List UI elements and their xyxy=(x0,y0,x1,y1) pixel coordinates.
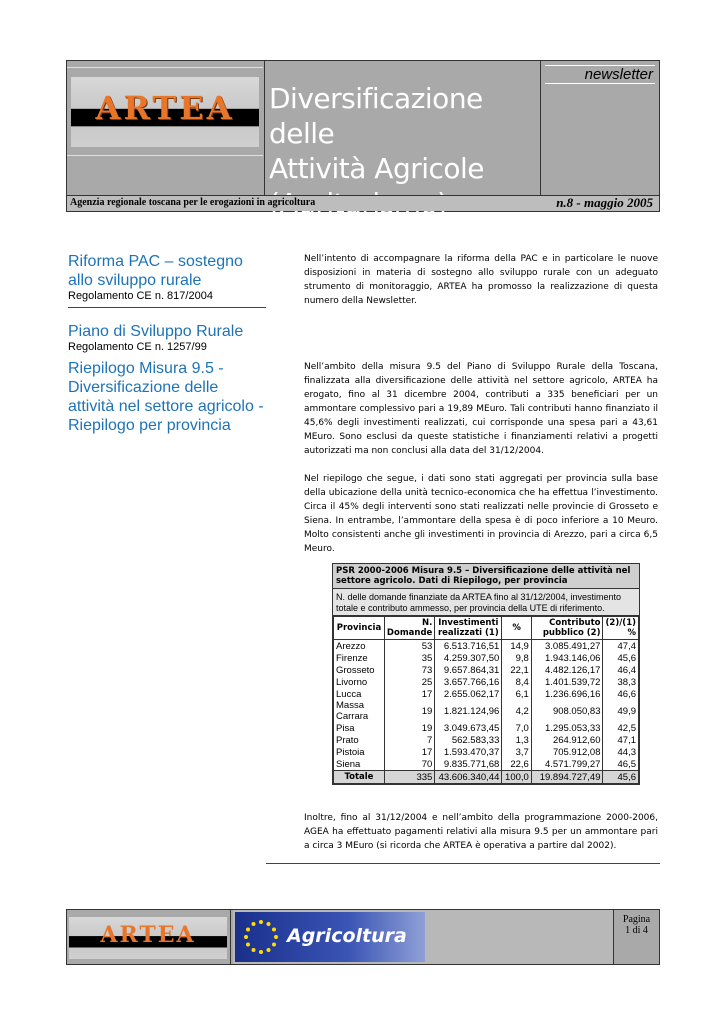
paragraph-intro: Nell’intento di accompagnare la riforma della PAC e in particolare le nuove disposizioni in materia di sostegno allo sviluppo rurale con un adeguato strumento di monitoraggio, ARTEA ha promosso la realizzazione di questa numero della Newsletter. xyxy=(304,254,658,306)
table-row xyxy=(334,758,639,771)
summary-table xyxy=(333,616,639,784)
cell-value: 7,0 xyxy=(502,722,531,734)
title-line-2: Attività Agricole xyxy=(269,152,485,185)
cell-value: 17 xyxy=(384,746,434,758)
agency-name: Agenzia regionale toscana per le erogazioni in agricoltura xyxy=(70,197,316,208)
cell-value: 19 xyxy=(384,700,434,722)
cell-value: 44,3 xyxy=(603,746,639,758)
section-subheading: Regolamento CE n. 817/2004 xyxy=(68,290,213,302)
table-row xyxy=(334,700,639,722)
footer-logo-text: ARTEA xyxy=(100,922,196,948)
cell-value: 908.050,83 xyxy=(531,700,603,722)
cell-value: 70 xyxy=(384,758,434,771)
table-description: N. delle domande finanziate da ARTEA fino al 31/12/2004, investimento totale e contributo ammesso, per provincia della UTE di riferimento. xyxy=(333,589,639,616)
logo-rule-top xyxy=(67,67,263,68)
paragraph-agea: Inoltre, fino al 31/12/2004 e nell’ambito della programmazione 2000-2006, AGEA ha effettuato pagamenti relativi alla misura 9.5 per un ammontare pari a circa 3 MEuro (si ricorda che ARTEA è operativa a partire dal 2002). xyxy=(304,813,658,851)
header-provincia: Provincia xyxy=(334,617,385,640)
content-divider xyxy=(266,863,660,864)
cell-value: 1.943.146,06 xyxy=(531,652,603,664)
header-title-cell xyxy=(265,61,541,195)
table-title: PSR 2000-2006 Misura 9.5 – Diversificazione delle attività nel settore agricolo. Dati di Riepilogo, per provincia xyxy=(333,564,639,589)
cell-value: 3,7 xyxy=(502,746,531,758)
cell-value: 6.513.716,51 xyxy=(435,640,502,653)
agricoltura-banner xyxy=(235,912,425,962)
cell-value: 4.482.126,17 xyxy=(531,664,603,676)
header-domande: N. Domande xyxy=(384,617,434,640)
cell-value: 35 xyxy=(384,652,434,664)
section-heading: Riepilogo Misura 9.5 - Diversificazione delle attività nel settore agricolo - Riepilogo per provincia xyxy=(68,360,264,434)
section-heading: Riforma PAC – sostegno allo sviluppo rurale xyxy=(68,253,243,289)
cell-provincia: Firenze xyxy=(334,652,385,664)
cell-value: 9.835.771,68 xyxy=(435,758,502,771)
cell-provincia: Siena xyxy=(334,758,385,771)
cell-value: 9,8 xyxy=(502,652,531,664)
section-divider xyxy=(68,307,266,308)
logo-rule-bottom xyxy=(67,155,263,156)
footer-banner-cell xyxy=(233,910,613,964)
cell-value: 4,2 xyxy=(502,700,531,722)
header-investimenti: Investimenti realizzati (1) xyxy=(435,617,502,640)
table-row xyxy=(334,664,639,676)
cell-provincia: Lucca xyxy=(334,688,385,700)
footer-artea-logo xyxy=(69,917,227,959)
cell-value: 22,6 xyxy=(502,758,531,771)
table-row xyxy=(334,640,639,653)
cell-value: 562.583,33 xyxy=(435,734,502,746)
page-label: Pagina xyxy=(622,914,651,925)
cell-value: 4.259.307,50 xyxy=(435,652,502,664)
cell-provincia: Grosseto xyxy=(334,664,385,676)
table-row xyxy=(334,734,639,746)
cell-total-value: 45,6 xyxy=(603,771,639,784)
artea-logo xyxy=(71,77,259,147)
footer-logo-cell xyxy=(67,910,231,964)
cell-value: 25 xyxy=(384,676,434,688)
header-ratio: (2)/(1) % xyxy=(603,617,639,640)
artea-logo-text: ARTEA xyxy=(95,89,235,127)
cell-value: 49,9 xyxy=(603,700,639,722)
table-total-row xyxy=(334,771,639,784)
header-bottom-row xyxy=(67,195,659,211)
cell-value: 264.912,60 xyxy=(531,734,603,746)
cell-value: 705.912,08 xyxy=(531,746,603,758)
cell-value: 1,3 xyxy=(502,734,531,746)
page-number: 1 di 4 xyxy=(625,925,648,936)
issue-number: n.8 - maggio 2005 xyxy=(556,195,653,210)
cell-value: 1.401.539,72 xyxy=(531,676,603,688)
cell-value: 53 xyxy=(384,640,434,653)
cell-value: 47,4 xyxy=(603,640,639,653)
table-header-row xyxy=(334,617,639,640)
section-psr xyxy=(68,322,268,354)
header-percent: % xyxy=(502,617,531,640)
main-text xyxy=(304,252,658,556)
cell-provincia: Livorno xyxy=(334,676,385,688)
cell-value: 22,1 xyxy=(502,664,531,676)
cell-value: 4.571.799,27 xyxy=(531,758,603,771)
cell-value: 1.236.696,16 xyxy=(531,688,603,700)
paragraph-riepilogo: Nel riepilogo che segue, i dati sono stati aggregati per provincia sulla base della ubicazione della unità tecnico-economica che ha effettua l’investimento. Circa il 45% degli interventi sono stati realizzati nelle provincie di Grosseto e Siena. In entrambe, l’ammontare della spesa è di poco inferiore a 10 Meuro. Molto consistenti anche gli investimenti in provincia di Arezzo, pari a circa 6,5 Meuro. xyxy=(304,474,658,554)
cell-value: 14,9 xyxy=(502,640,531,653)
newsletter-label: newsletter xyxy=(584,66,653,83)
page-indicator xyxy=(613,910,659,964)
cell-value: 3.657.766,16 xyxy=(435,676,502,688)
section-riforma-pac xyxy=(68,252,268,308)
cell-total-value: 43.606.340,44 xyxy=(435,771,502,784)
header-contributo: Contributo pubblico (2) xyxy=(531,617,603,640)
cell-value: 8,4 xyxy=(502,676,531,688)
cell-value: 17 xyxy=(384,688,434,700)
cell-value: 6,1 xyxy=(502,688,531,700)
newsletter-header xyxy=(66,60,660,212)
cell-total-value: 100,0 xyxy=(502,771,531,784)
cell-value: 46,4 xyxy=(603,664,639,676)
eu-stars-icon xyxy=(241,917,281,957)
table-row xyxy=(334,676,639,688)
cell-value: 7 xyxy=(384,734,434,746)
cell-value: 3.049.673,45 xyxy=(435,722,502,734)
cell-value: 1.295.053,33 xyxy=(531,722,603,734)
cell-value: 45,6 xyxy=(603,652,639,664)
cell-provincia: Pisa xyxy=(334,722,385,734)
paragraph-misura: Nell’ambito della misura 9.5 del Piano di Sviluppo Rurale della Toscana, finalizzata alla diversificazione delle attività nel settore agricolo, ARTEA ha erogato, fino al 31 dicembre 2004, contributi a 335 beneficiari per un ammontare complessivo pari a 19,89 MEuro. Tali contributi hanno finanziato il 45,6% degli investimenti realizzati, cui corrisponde una spesa pari a 43,61 MEuro. Sono esclusi da queste statistiche i finanziamenti relativi a progetti autorizzati ma non conclusi alla data del 31/12/2004. xyxy=(304,362,658,456)
cell-value: 73 xyxy=(384,664,434,676)
cell-value: 1.593.470,37 xyxy=(435,746,502,758)
cell-value: 47,1 xyxy=(603,734,639,746)
table-row xyxy=(334,722,639,734)
banner-text: Agricoltura xyxy=(287,925,407,947)
summary-table-box xyxy=(332,563,640,785)
cell-value: 9.657.864,31 xyxy=(435,664,502,676)
cell-value: 38,3 xyxy=(603,676,639,688)
cell-total-value: 19.894.727,49 xyxy=(531,771,603,784)
section-heading: Piano di Sviluppo Rurale xyxy=(68,323,244,340)
cell-value: 2.655.062,17 xyxy=(435,688,502,700)
cell-total-value: 335 xyxy=(384,771,434,784)
cell-value: 1.821.124,96 xyxy=(435,700,502,722)
cell-value: 46,6 xyxy=(603,688,639,700)
page-footer xyxy=(66,909,660,965)
cell-value: 3.085.491,27 xyxy=(531,640,603,653)
cell-value: 46,5 xyxy=(603,758,639,771)
cell-total-label: Totale xyxy=(334,771,385,784)
cell-value: 42,5 xyxy=(603,722,639,734)
table-row xyxy=(334,746,639,758)
newsletter-rule xyxy=(545,83,655,84)
cell-value: 19 xyxy=(384,722,434,734)
cell-provincia: Prato xyxy=(334,734,385,746)
header-newsletter-cell xyxy=(541,61,659,195)
section-subheading: Regolamento CE n. 1257/99 xyxy=(68,341,207,353)
header-logo-cell xyxy=(67,61,265,195)
cell-provincia: Arezzo xyxy=(334,640,385,653)
sidebar xyxy=(68,252,268,435)
table-row xyxy=(334,688,639,700)
cell-provincia: Pistoia xyxy=(334,746,385,758)
table-row xyxy=(334,652,639,664)
section-riepilogo xyxy=(68,359,268,435)
title-line-1: Diversificazione delle xyxy=(269,82,483,150)
cell-provincia: Massa Carrara xyxy=(334,700,385,722)
